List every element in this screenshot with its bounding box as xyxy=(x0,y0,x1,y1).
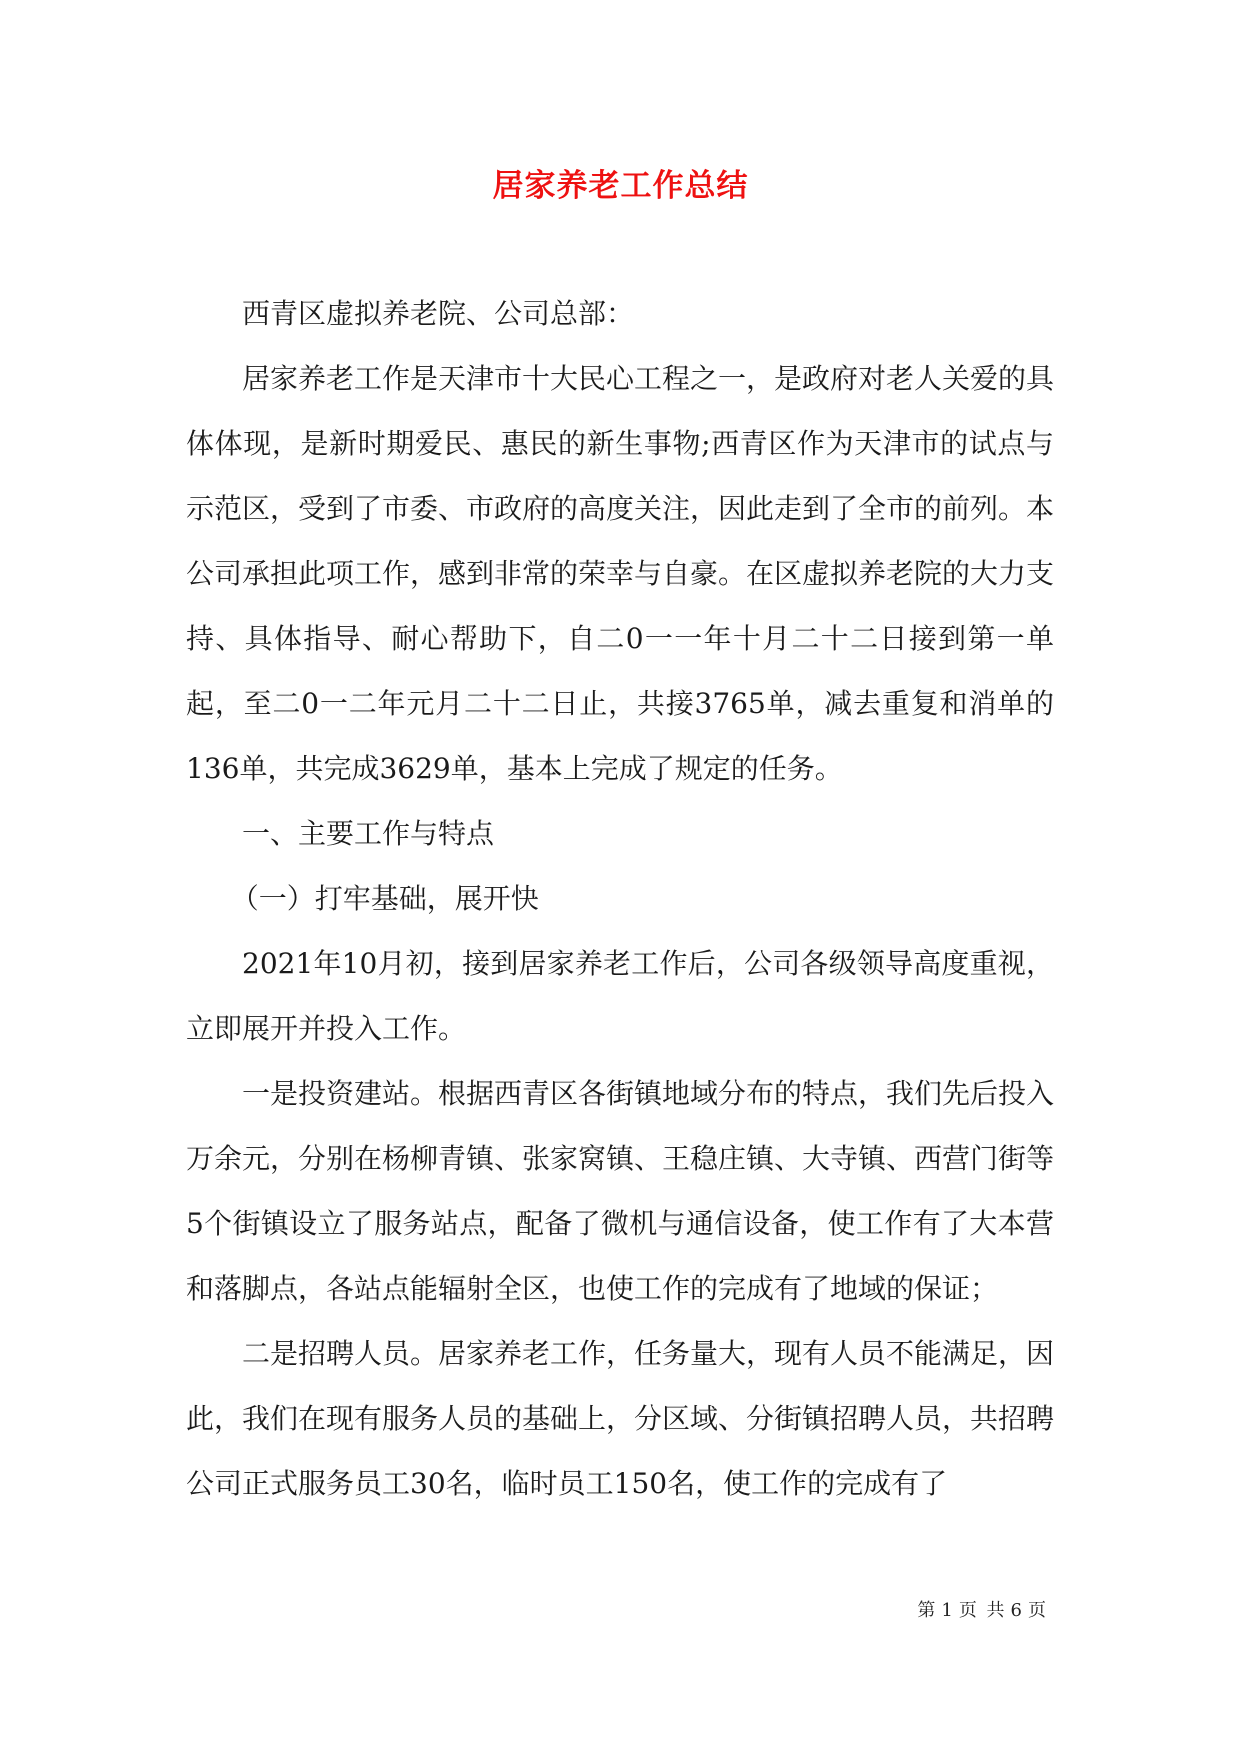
footer-page-current: 1 xyxy=(941,1600,955,1621)
section-heading: 一、主要工作与特点 xyxy=(242,817,495,850)
footer-prefix: 第 xyxy=(917,1600,938,1621)
page-number-footer xyxy=(0,1596,1048,1622)
footer-page-total: 6 xyxy=(1010,1600,1024,1621)
salutation-paragraph: 西青区虚拟养老院、公司总部： xyxy=(242,297,635,330)
document-title: 居家养老工作总结 xyxy=(492,168,749,204)
body-paragraph: 2021年10月初，接到居家养老工作后，公司各级领导高度重视，立即展开并投入工作。 xyxy=(186,947,1054,1045)
footer-suffix: 页 xyxy=(1028,1600,1048,1621)
body-paragraph: 二是招聘人员。居家养老工作，任务量大，现有人员不能满足，因此，我们在现有服务人员的基础上，分区域、分街镇招聘人员，共招聘公司正式服务员工30名，临时员工150名，使工作的完成有了 xyxy=(186,1337,1055,1500)
intro-paragraph: 居家养老工作是天津市十大民心工程之一，是政府对老人关爱的具体体现，是新时期爱民、惠民的新生事物;西青区作为天津市的试点与示范区，受到了市委、市政府的高度关注，因此走到了全市的前列。本公司承担此项工作，感到非常的荣幸与自豪。在区虚拟养老院的大力支持、具体指导、耐心帮助下，自二0一一年十月二十二日接到第一单起，至二0一二年元月二十二日止，共接3765单，减去重复和消单的136单，共完成3629单，基本上完成了规定的任务。 xyxy=(186,362,1055,785)
body-paragraph: 一是投资建站。根据西青区各街镇地域分布的特点，我们先后投入万余元，分别在杨柳青镇、张家窝镇、王稳庄镇、大寺镇、西营门街等5个街镇设立了服务站点，配备了微机与通信设备，使工作有了大本营和落脚点，各站点能辐射全区，也使工作的完成有了地域的保证； xyxy=(186,1077,1055,1305)
document-body xyxy=(186,281,1054,1516)
subsection-heading: （一）打牢基础，展开快 xyxy=(230,882,539,915)
footer-mid: 页 共 xyxy=(958,1600,1007,1621)
